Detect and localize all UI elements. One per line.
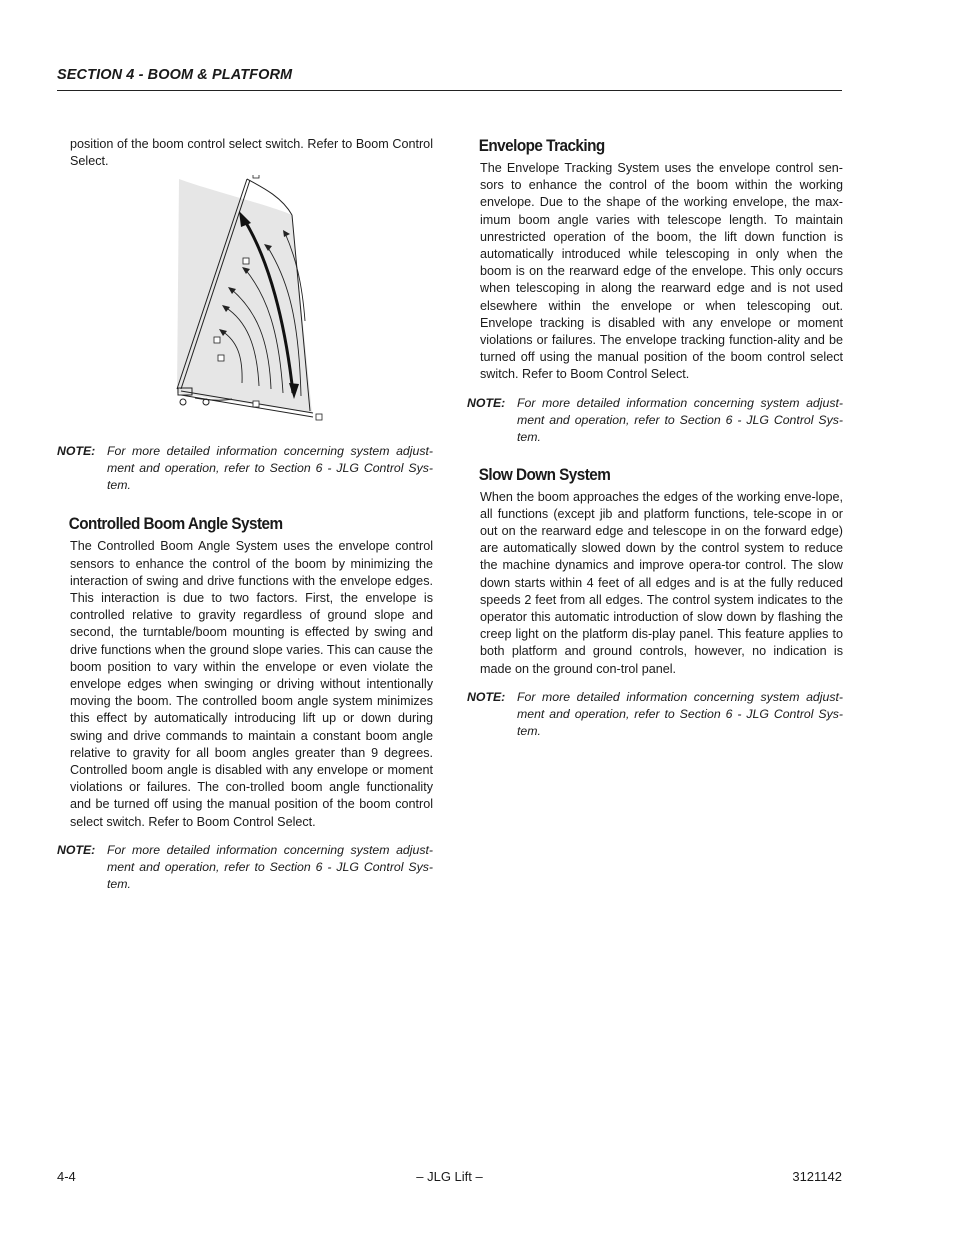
- slow-down-heading: Slow Down System: [478, 464, 611, 484]
- slow-down-paragraph: When the boom approaches the edges of the working enve-lope, all functions (except jib and platform functions, tele-scope in or out on the rearward edge and telescope in on the forward edge) are automatically slowed down by the control system to reduce the machine dynamics and improve opera-tor control. The slow down starts within 4 feet of all edges and is at the fully reduced speeds 2 feet from all edges. The control system indicates to the operator this automatic introduction of slow down by flashing the creep light on the platform dis-play panel. This feature applies to both platform and ground controls, however, no indication is made on the ground con-trol panel.: [480, 489, 843, 676]
- note-label: NOTE:: [57, 444, 96, 459]
- envelope-tracking-heading: Envelope Tracking: [478, 136, 605, 155]
- boom-envelope-diagram: [57, 175, 433, 435]
- envelope-tracking-paragraph: The Envelope Tracking System uses the envelope control sen-sors to enhance the control of the boom within the working envelope. Due to the shape of the working envelope, the max-imum boom angle varies with telescope length. To maintain unrestricted operation of the boom, the lift down function is automatically introduced while telescoping in only when the boom is on the rearward edge of the envelope. This only occurs when telescoping in along the rearward edge and is not used elsewhere within the envelope or when telescoping out. Envelope tracking is disabled with any envelope or moment violations or failures. The envelope tracking function-ality and be turned off using the manual position of the boom control select switch. Refer to Boom Control Select.: [480, 161, 843, 382]
- note-text: For more detailed information concerning system adjust-ment and operation, refer to Section 6 - JLG Control Sys-tem.: [107, 444, 433, 493]
- cba-paragraph: The Controlled Boom Angle System uses the envelope control sensors to enhance the control of the boom by minimizing the interaction of swing and drive functions with the envelope edges. This interaction is due to two factors. First, the envelope is controlled relative to gravity regardless of ground slope and second, the turntable/boom mounting is effected by swing and drive functions when the ground slope varies. This can cause the boom position to vary within the envelope or even violate the envelope edges when swinging or driving without intentionally moving the boom. The controlled boom angle system minimizes this effect by automatically introducing lift up or down during swing and drive commands to maintain a constant boom angle relative to gravity for all boom angles greater than 9 degrees. Controlled boom angle is disabled with any envelope or moment violations or failures. The con-trolled boom angle functionality and be turned off using the manual position of the boom control select switch. Refer to Boom Control Select.: [70, 539, 433, 829]
- note-label: NOTE:: [467, 395, 506, 410]
- note-3: [467, 395, 843, 446]
- note-label: NOTE:: [57, 842, 96, 857]
- cba-heading: Controlled Boom Angle System: [68, 514, 283, 534]
- note-text: For more detailed information concerning system adjust-ment and operation, refer to Section 6 - JLG Control Sys-tem.: [107, 842, 433, 891]
- note-1: [57, 443, 433, 494]
- boom-envelope-figure: [57, 175, 433, 435]
- page-header: [57, 66, 842, 91]
- section-title: SECTION 4 - BOOM & PLATFORM: [57, 67, 293, 83]
- document-number: 3121142: [792, 1169, 842, 1184]
- right-column: [467, 136, 843, 740]
- footer-center-text: – JLG Lift –: [416, 1169, 483, 1184]
- note-text: For more detailed information concerning system adjust-ment and operation, refer to Section 6 - JLG Control Sys-tem.: [517, 689, 843, 738]
- page-number: 4-4: [57, 1169, 76, 1184]
- note-2: [57, 842, 433, 893]
- note-text: For more detailed information concerning system adjust-ment and operation, refer to Section 6 - JLG Control Sys-tem.: [517, 395, 843, 444]
- intro-paragraph: position of the boom control select switch. Refer to Boom Control Select.: [70, 137, 433, 169]
- note-label: NOTE:: [467, 689, 506, 704]
- page-footer: [57, 1169, 842, 1187]
- note-4: [467, 689, 843, 740]
- left-column: [57, 136, 433, 893]
